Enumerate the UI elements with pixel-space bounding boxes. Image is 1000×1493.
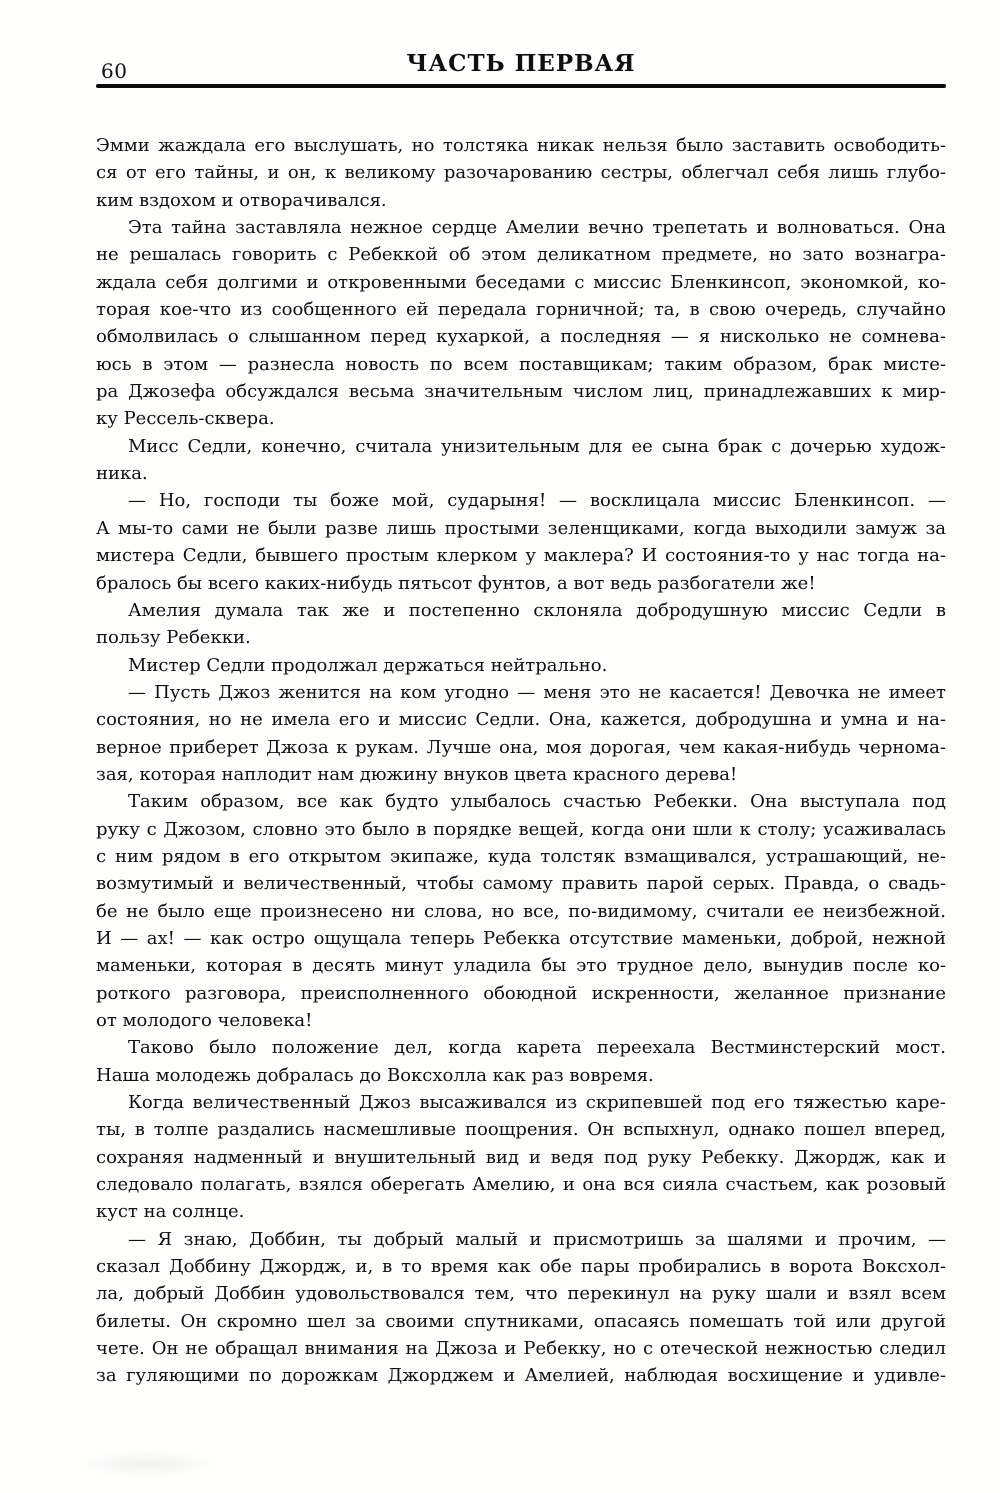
text-line: А мы-то сами не были разве лишь простыми зеленщиками, когда выходили замуж за xyxy=(96,517,946,539)
text-line: сказал Доббину Джордж, и, в то время как обе пары пробирались в ворота Воксхол- xyxy=(96,1256,946,1278)
text-line: Эмми жаждала его выслушать, но толстяка никак нельзя было заставить освободить- xyxy=(96,135,946,156)
text-line: — Я знаю, Доббин, ты добрый малый и присмотришь за шалями и прочим, — xyxy=(128,1228,946,1250)
text-line: торая кое-что из сообщенного ей передала горничной; та, в свою очередь, случайно xyxy=(96,299,946,321)
text-line: ра Джозефа обсуждался весьма значительным числом лиц, принадлежавших к мир- xyxy=(96,381,946,403)
text-line: Мисс Седли, конечно, считала унизительным для ее сына брак с дочерью худож- xyxy=(128,435,946,457)
text-line: Таким образом, все как будто улыбалось счастью Ребекки. Она выступала под xyxy=(128,791,946,813)
text-line: мистера Седли, бывшего простым клерком у маклера? И состояния-то у нас тогда на- xyxy=(96,545,946,567)
text-line: юсь в этом — разнесла новость по всем поставщикам; таким образом, брак мисте- xyxy=(96,353,946,375)
text-line: возмутимый и величественный, чтобы самому править парой серых. Правда, о свадь- xyxy=(96,873,946,895)
text-line: Эта тайна заставляла нежное сердце Амелии вечно трепетать и волноваться. Она xyxy=(128,217,946,239)
text-block xyxy=(96,132,946,1390)
text-line: билеты. Он скромно шел за своими спутниками, опасаясь помешать той или другой xyxy=(96,1310,946,1332)
text-line: ты, в толпе раздались насмешливые поощрения. Он вспыхнул, однако пошел вперед, xyxy=(96,1119,946,1141)
text-line: ла, добрый Доббин удовольствовался тем, что перекинул на руку шали и взял всем xyxy=(96,1283,946,1305)
text-line: ника. xyxy=(96,463,148,485)
text-line: ким вздохом и отворачивался. xyxy=(96,189,387,211)
running-title: ЧАСТЬ ПЕРВАЯ xyxy=(406,50,636,77)
text-line: пользу Ребекки. xyxy=(96,627,251,649)
text-line: Наша молодежь добралась до Воксхолла как раз вовремя. xyxy=(96,1064,654,1086)
page-number: 60 xyxy=(101,59,128,83)
text-line: верное приберет Джоза к рукам. Лучше она, моя дорогая, чем какая-нибудь чернома- xyxy=(96,736,946,758)
text-line: куст на солнце. xyxy=(96,1201,245,1223)
text-line: Мистер Седли продолжал держаться нейтрально. xyxy=(128,654,608,676)
text-line: Амелия думала так же и постепенно склоняла добродушную миссис Седли в xyxy=(128,599,946,621)
text-line: ждала себя долгими и откровенными беседами с миссис Бленкинсоп, экономкой, ко- xyxy=(96,271,946,293)
text-line: — Пусть Джоз женится на ком угодно — меня это не касается! Девочка не имеет xyxy=(128,681,946,703)
text-line: состояния, но не имела его и миссис Седли. Она, кажется, добродушна и умна и на- xyxy=(96,709,946,731)
text-line: с ним рядом в его открытом экипаже, куда толстяк взмащивался, устрашающий, не- xyxy=(96,845,946,867)
text-line: ся от его тайны, и он, к великому разочарованию сестры, облегчал себя лишь глубо- xyxy=(96,162,946,184)
text-line: следовало полагать, взялся оберегать Амелию, и она вся сияла счастьем, как розовый xyxy=(96,1174,946,1196)
text-line: от молодого человека! xyxy=(96,1010,313,1031)
text-line: бе не было еще произнесено ни слова, но все, по-видимому, считали ее неизбежной. xyxy=(96,900,946,922)
text-line: И — ах! — как остро ощущала теперь Ребекка отсутствие маменьки, доброй, нежной xyxy=(96,927,946,949)
text-line: обмолвилась о слышанном перед кухаркой, а последняя — я нисколько не сомнева- xyxy=(96,326,946,348)
text-line: за гуляющими по дорожкам Джорджем и Амелией, наблюдая восхищение и удивле- xyxy=(96,1365,946,1387)
header-rule xyxy=(96,84,946,88)
text-line: сохраняя надменный и внушительный вид и ведя под руку Ребекку. Джордж, как и xyxy=(96,1146,946,1168)
text-line: Когда величественный Джоз высаживался из скрипевшей под его тяжестью каре- xyxy=(128,1092,946,1114)
text-line: не решалась говорить с Ребеккой об этом деликатном предмете, но зато вознагра- xyxy=(96,244,946,266)
text-line: бралось бы всего каких-нибудь пятьсот фунтов, а вот ведь разбогатели же! xyxy=(96,572,816,594)
text-line: — Но, господи ты боже мой, сударыня! — восклицала миссис Бленкинсоп. — xyxy=(128,490,946,512)
scan-smudge xyxy=(78,1450,218,1478)
text-line: роткого разговора, преисполненного обоюдной искренности, желанное признание xyxy=(96,982,946,1004)
text-line: ку Рессель-сквера. xyxy=(96,408,275,430)
text-line: руку с Джозом, словно это было в порядке вещей, когда они шли к столу; усаживалась xyxy=(96,818,946,840)
text-line: Таково было положение дел, когда карета переехала Вестминстерский мост. xyxy=(128,1037,946,1059)
text-line: чете. Он не обращал внимания на Джоза и Ребекку, но с отеческой нежностью следил xyxy=(96,1338,946,1360)
text-line: маменьки, которая в десять минут уладила бы это трудное дело, вынудив после ко- xyxy=(96,955,946,977)
text-line: зая, которая наплодит нам дюжину внуков цвета красного дерева! xyxy=(96,763,738,785)
